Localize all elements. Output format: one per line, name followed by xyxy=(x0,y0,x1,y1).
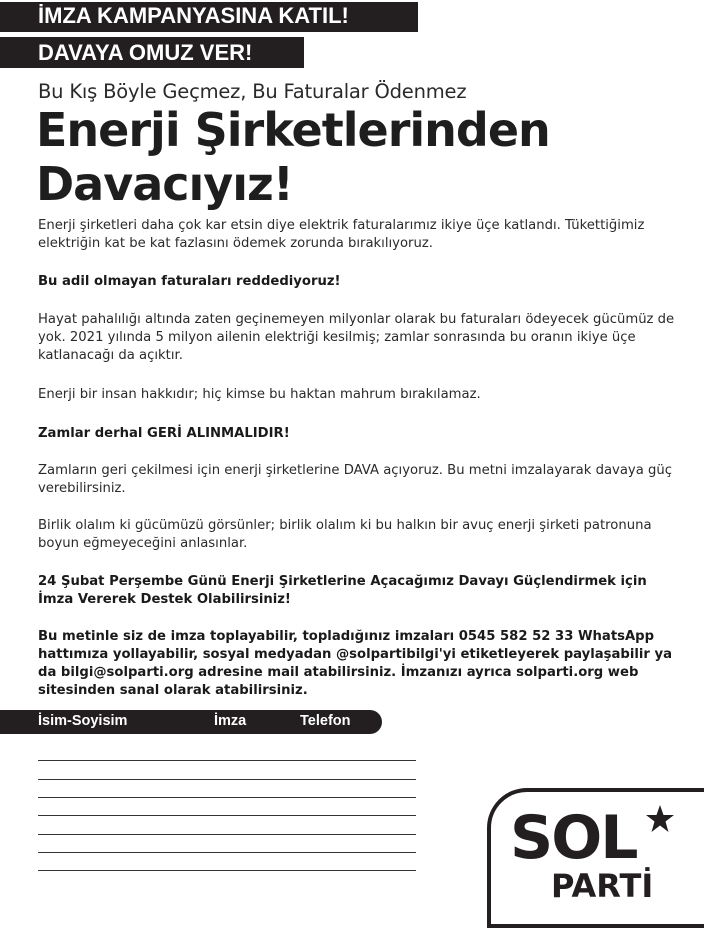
paragraph-withdraw-hikes: Zamlar derhal GERİ ALINMALIDIR! xyxy=(38,426,290,441)
signature-line[interactable] xyxy=(38,870,416,871)
headline-line-2: Davacıyız! xyxy=(36,157,293,211)
star-icon xyxy=(645,804,675,834)
subtitle: Bu Kış Böyle Geçmez, Bu Faturalar Ödenmez xyxy=(38,80,467,103)
column-header-phone: Telefon xyxy=(300,713,351,729)
campaign-banner-1: İMZA KAMPANYASINA KATIL! xyxy=(0,2,418,32)
paragraph-contact-info: Bu metinle siz de imza toplayabilir, topladığınız imzaları 0545 582 52 33 WhatsApp hattımıza yollayabilir, sosyal medyadan @solpartibilgi'yi etiketleyerek paylaşabilir ya da bilgi@solparti.org adresine mail atabilirsiniz. İmzanızı ayrıca solparti.org web sitesinden sanal olarak atabilirsiniz. xyxy=(38,629,673,698)
paragraph-unity: Birlik olalım ki gücümüzü görsünler; birlik olalım ki bu halkın bir avuç enerji şirketi patronuna boyun eğmeyeceğini anlasınlar. xyxy=(38,518,652,551)
column-header-name: İsim-Soyisim xyxy=(38,713,128,729)
logo-word-parti: PARTİ xyxy=(551,867,654,905)
signature-line[interactable] xyxy=(38,779,416,780)
paragraph-date-call: 24 Şubat Perşembe Günü Enerji Şirketlerine Açacağımız Davayı Güçlendirmek için İmza Vererek Destek Olabilirsiniz! xyxy=(38,574,647,607)
headline-line-1: Enerji Şirketlerinden xyxy=(36,103,550,157)
campaign-banner-2: DAVAYA OMUZ VER! xyxy=(0,37,304,68)
paragraph-price-increase: Enerji şirketleri daha çok kar etsin diye elektrik faturalarımız ikiye üçe katlandı. Tükettiğimiz elektriğin kat be kat fazlasını ödemek zorunda bırakılıyoruz. xyxy=(38,218,645,251)
column-header-signature: İmza xyxy=(214,713,247,729)
signature-line[interactable] xyxy=(38,760,416,761)
signature-line[interactable] xyxy=(38,852,416,853)
paragraph-cost-of-living: Hayat pahalılığı altında zaten geçinemeyen milyonlar olarak bu faturaları ödeyecek gücümüz de yok. 2021 yılında 5 milyon ailenin elektriği kesilmiş; zamlar sonrasında bu oranın ikiye üçe katlanacağı da açıktır. xyxy=(38,312,675,363)
paragraph-lawsuit: Zamların geri çekilmesi için enerji şirketlerine DAVA açıyoruz. Bu metni imzalayarak davaya güç verebilirsiniz. xyxy=(38,463,672,496)
signature-line[interactable] xyxy=(38,834,416,835)
paragraph-reject-bills: Bu adil olmayan faturaları reddediyoruz! xyxy=(38,274,341,289)
signature-line[interactable] xyxy=(38,797,416,798)
logo-word-sol: SOL xyxy=(510,803,637,873)
signature-table-header xyxy=(0,710,382,734)
signature-line[interactable] xyxy=(38,815,416,816)
paragraph-human-right: Enerji bir insan hakkıdır; hiç kimse bu haktan mahrum bırakılamaz. xyxy=(38,387,481,402)
